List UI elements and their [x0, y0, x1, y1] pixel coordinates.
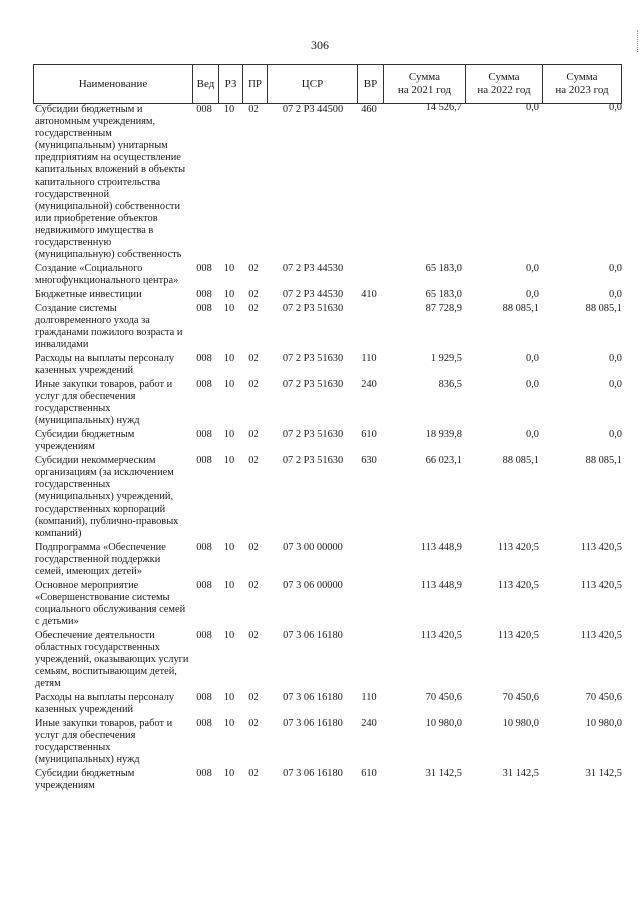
row-ved: 008 — [196, 455, 212, 467]
row-sum-2021: 1 929,5 — [430, 353, 462, 365]
row-sum-2022: 0,0 — [526, 289, 539, 300]
row-sum-2021: 65 183,0 — [425, 289, 462, 300]
row-sum-2022: 113 420,5 — [497, 629, 539, 641]
table-header — [33, 64, 622, 104]
row-ved: 008 — [196, 104, 212, 115]
table-row — [33, 303, 622, 351]
row-sum-2023: 31 142,5 — [585, 768, 622, 780]
row-csr: 07 2 P3 44500 — [282, 104, 344, 115]
row-pr: 02 — [248, 289, 259, 300]
row-vr — [356, 263, 382, 287]
row-vr: 410 — [361, 289, 377, 300]
row-sum-2021: 70 450,6 — [425, 692, 462, 704]
header-name: Наименование — [78, 77, 148, 90]
row-pr: 02 — [248, 692, 259, 704]
row-sum-2021: 87 728,9 — [425, 302, 462, 314]
row-csr: 07 3 06 16180 — [283, 629, 343, 641]
row-vr — [356, 630, 382, 690]
row-pr: 02 — [248, 104, 259, 115]
row-name: Субсидии некоммерческим организациям (за исключением государственных (муниципальных) учреждений, государственных корпораций (компаний), публично-правовых компаний) — [35, 455, 179, 539]
row-vr — [356, 303, 382, 351]
row-pr: 02 — [248, 353, 259, 365]
row-vr: 110 — [361, 353, 377, 365]
row-pr: 02 — [248, 263, 259, 275]
row-vr — [356, 542, 382, 578]
row-sum-2023: 10 980,0 — [585, 718, 622, 730]
row-sum-2021: 10 980,0 — [425, 718, 462, 730]
row-rz: 10 — [223, 692, 235, 704]
row-pr: 02 — [248, 455, 259, 467]
row-name: Иные закупки товаров, работ и услуг для обеспечения государственных (муниципальных) нужд — [35, 718, 173, 766]
row-ved: 008 — [196, 718, 212, 730]
row-sum-2022: 70 450,6 — [502, 692, 539, 704]
row-vr: 610 — [361, 768, 377, 780]
header-sum-2022: Сумма на 2022 год — [465, 65, 542, 103]
row-pr: 02 — [248, 302, 259, 314]
row-sum-2023: 0,0 — [609, 429, 622, 441]
row-csr: 07 2 P3 51630 — [282, 302, 344, 314]
row-sum-2022: 0,0 — [526, 353, 539, 365]
row-name: Обеспечение деятельности областных государственных учреждений, оказывающих услуги семьям, воспитывающим детей, детям — [35, 629, 189, 690]
row-sum-2023: 0,0 — [609, 353, 622, 365]
row-ved: 008 — [196, 429, 212, 441]
row-rz: 10 — [223, 429, 235, 441]
header-sum-2023: Сумма на 2023 год — [542, 65, 621, 103]
margin-mark — [635, 30, 638, 52]
table-body — [33, 104, 622, 793]
table-row — [33, 379, 622, 427]
row-sum-2023: 113 420,5 — [580, 629, 622, 641]
row-rz: 10 — [223, 379, 235, 391]
header-csr: ЦСР — [267, 65, 357, 103]
row-name: Субсидии бюджетным учреждениям — [35, 768, 135, 792]
row-csr: 07 3 06 16180 — [283, 692, 343, 704]
table-row — [33, 542, 622, 578]
row-ved: 008 — [196, 379, 212, 391]
row-ved: 008 — [196, 541, 212, 553]
row-sum-2021: 14 526,7 — [425, 102, 462, 113]
row-vr: 630 — [361, 455, 377, 467]
row-sum-2023: 0,0 — [609, 289, 622, 300]
row-rz: 10 — [223, 768, 235, 780]
row-ved: 008 — [196, 289, 212, 300]
row-ved: 008 — [196, 353, 212, 365]
row-pr: 02 — [248, 379, 259, 391]
row-pr: 02 — [248, 579, 259, 591]
row-name: Создание «Социального многофункционального центра» — [35, 263, 179, 287]
row-name: Субсидии бюджетным учреждениям — [35, 429, 135, 453]
table-row — [33, 353, 622, 377]
row-rz: 10 — [223, 104, 235, 115]
header-rz: РЗ — [218, 65, 242, 103]
table-row — [33, 768, 622, 792]
row-ved: 008 — [196, 579, 212, 591]
header-sum-2021: Сумма на 2021 год — [383, 65, 465, 103]
row-name: Подпрограмма «Обеспечение государственной поддержки семей, имеющих детей» — [35, 541, 166, 577]
row-vr — [356, 580, 382, 628]
table-row — [33, 692, 622, 716]
row-rz: 10 — [223, 541, 235, 553]
header-vr: ВР — [357, 65, 383, 103]
table-row — [33, 263, 622, 287]
row-sum-2023: 0,0 — [609, 379, 622, 391]
row-sum-2021: 113 420,5 — [420, 629, 462, 641]
table-row — [33, 429, 622, 453]
row-name: Основное мероприятие «Совершенствование системы социального обслуживания семей с детьми» — [35, 579, 186, 628]
table-row — [33, 104, 622, 261]
row-sum-2022: 31 142,5 — [502, 768, 539, 780]
row-name: Иные закупки товаров, работ и услуг для обеспечения государственных (муниципальных) нужд — [35, 379, 173, 427]
row-sum-2021: 113 448,9 — [420, 579, 462, 591]
row-csr: 07 3 06 00000 — [283, 579, 343, 591]
budget-table — [33, 64, 622, 794]
row-name: Субсидии бюджетным и автономным учреждениям, государственным (муниципальным) унитарным предприятиям на осуществление капитальных вложений в объекты капитального строительства государственной (муниципальной) собственности или приобретение объектов недвижимого имущества в государственную (муниципальную) собственность — [35, 104, 186, 261]
row-csr: 07 2 P3 51630 — [282, 353, 344, 365]
row-name: Создание системы долговременного ухода за гражданами пожилого возраста и инвалидами — [35, 302, 183, 351]
row-ved: 008 — [196, 629, 212, 641]
row-rz: 10 — [223, 629, 235, 641]
row-sum-2023: 113 420,5 — [580, 579, 622, 591]
row-sum-2023: 0,0 — [609, 263, 622, 275]
table-row — [33, 289, 622, 301]
row-csr: 07 2 P3 51630 — [282, 429, 344, 441]
row-rz: 10 — [223, 718, 235, 730]
row-vr: 610 — [361, 429, 377, 441]
row-sum-2022: 0,0 — [526, 429, 539, 441]
row-sum-2023: 113 420,5 — [580, 541, 622, 553]
table-row — [33, 718, 622, 766]
row-csr: 07 2 P3 51630 — [282, 455, 344, 467]
row-sum-2021: 18 939,8 — [425, 429, 462, 441]
row-rz: 10 — [223, 353, 235, 365]
row-sum-2021: 836,5 — [438, 379, 462, 391]
row-sum-2022: 88 085,1 — [502, 302, 539, 314]
row-rz: 10 — [223, 289, 235, 300]
row-ved: 008 — [196, 302, 212, 314]
row-sum-2022: 88 085,1 — [502, 455, 539, 467]
header-pr: ПР — [242, 65, 267, 103]
row-sum-2022: 113 420,5 — [497, 579, 539, 591]
page-number: 306 — [311, 38, 329, 52]
row-sum-2023: 88 085,1 — [585, 302, 622, 314]
row-sum-2021: 65 183,0 — [425, 263, 462, 275]
row-sum-2022: 0,0 — [526, 379, 539, 391]
row-vr: 460 — [361, 104, 377, 115]
table-row — [33, 455, 622, 540]
row-rz: 10 — [223, 455, 235, 467]
row-sum-2021: 31 142,5 — [425, 768, 462, 780]
row-pr: 02 — [248, 429, 259, 441]
row-vr: 110 — [361, 692, 377, 704]
row-sum-2021: 113 448,9 — [420, 541, 462, 553]
row-pr: 02 — [248, 629, 259, 641]
row-csr: 07 2 P3 44530 — [282, 263, 344, 275]
row-name: Бюджетные инвестиции — [35, 289, 142, 300]
row-csr: 07 2 P3 51630 — [282, 379, 344, 391]
row-sum-2022: 0,0 — [526, 263, 539, 275]
row-sum-2021: 66 023,1 — [425, 455, 462, 467]
header-ved: Вед — [192, 65, 218, 103]
row-vr: 240 — [361, 718, 377, 730]
row-ved: 008 — [196, 263, 212, 275]
row-sum-2022: 113 420,5 — [497, 541, 539, 553]
row-csr: 07 3 06 16180 — [283, 718, 343, 730]
row-ved: 008 — [196, 692, 212, 704]
table-row — [33, 630, 622, 690]
row-rz: 10 — [223, 302, 235, 314]
row-sum-2022: 10 980,0 — [502, 718, 539, 730]
row-sum-2023: 88 085,1 — [585, 455, 622, 467]
row-csr: 07 3 06 16180 — [283, 768, 343, 780]
table-row — [33, 580, 622, 628]
row-name: Расходы на выплаты персоналу казенных учреждений — [35, 692, 175, 716]
row-sum-2023: 0,0 — [609, 102, 622, 113]
row-rz: 10 — [223, 263, 235, 275]
row-pr: 02 — [248, 768, 259, 780]
row-vr: 240 — [361, 379, 377, 391]
row-rz: 10 — [223, 579, 235, 591]
row-sum-2023: 70 450,6 — [585, 692, 622, 704]
row-pr: 02 — [248, 718, 259, 730]
row-csr: 07 2 P3 44530 — [282, 289, 344, 300]
row-ved: 008 — [196, 768, 212, 780]
row-pr: 02 — [248, 541, 259, 553]
row-name: Расходы на выплаты персоналу казенных учреждений — [35, 353, 175, 377]
row-sum-2022: 0,0 — [526, 102, 539, 113]
row-csr: 07 3 00 00000 — [283, 541, 343, 553]
